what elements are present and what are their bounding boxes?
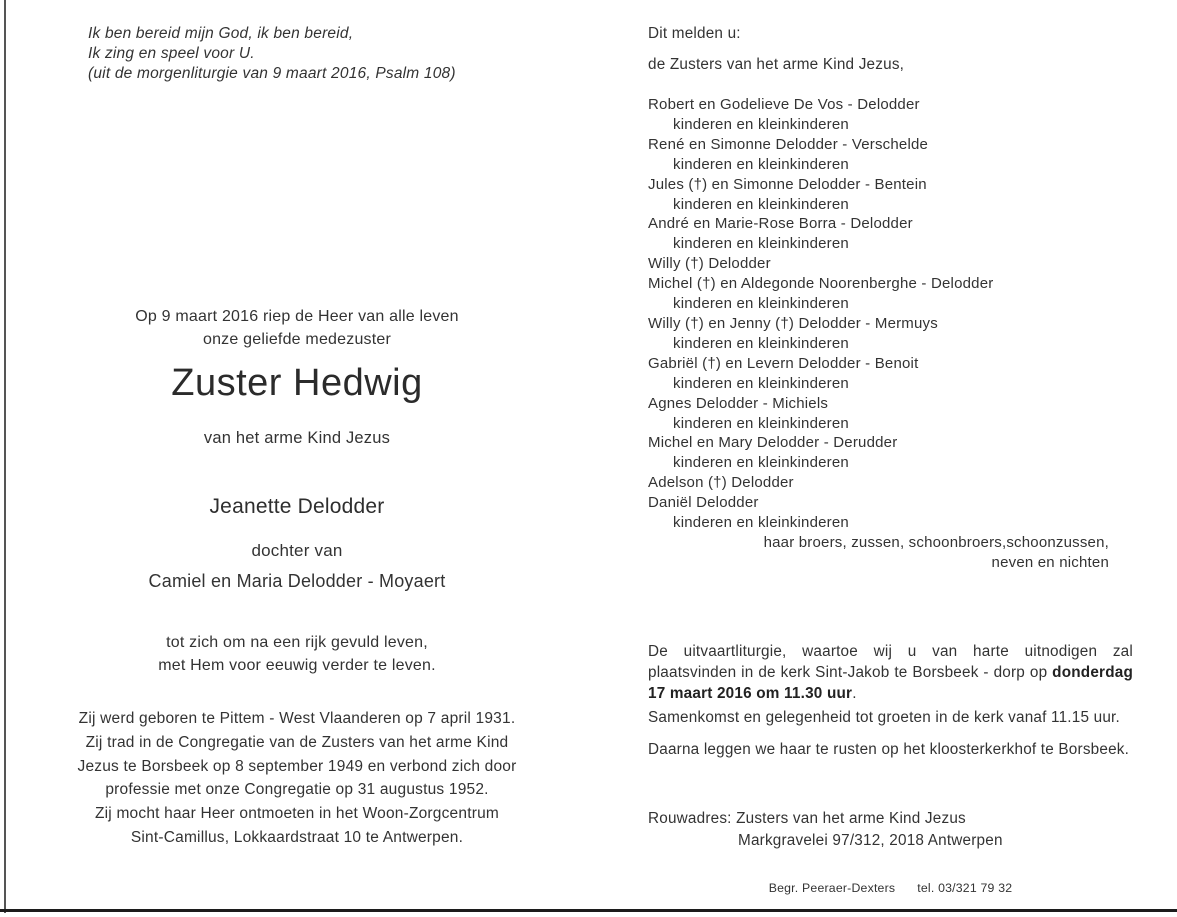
family-member-name: Willy (†) en Jenny (†) Delodder - Mermuys — [648, 314, 938, 332]
service-text: De uitvaartliturgie, waartoe wij u van harte uitnodigen zal plaatsvinden in de kerk Sint-Jakob te Borsbeek - dorp op — [648, 643, 1133, 681]
intro-line: Op 9 maart 2016 riep de Heer van alle leven — [135, 308, 459, 325]
funeral-home-name: Begr. Peeraer-Dexters — [768, 881, 896, 895]
family-member-name: André en Marie-Rose Borra - Delodder — [648, 215, 913, 233]
quote-line: Ik zing en speel voor U. — [88, 45, 255, 62]
family-list — [648, 95, 1122, 573]
passing-text — [58, 631, 536, 677]
announce-header: Dit melden u: — [648, 25, 741, 42]
family-member-name: Adelson (†) Delodder — [648, 474, 794, 492]
family-member-children: kinderen en kleinkinderen — [673, 454, 849, 472]
page-bottom-edge-line — [0, 909, 1177, 912]
opening-quote — [88, 24, 456, 84]
family-member-children: kinderen en kleinkinderen — [673, 374, 849, 392]
relatives-line: haar broers, zussen, schoonbroers,schoonzussen, — [763, 533, 1109, 551]
family-member-children: kinderen en kleinkinderen — [673, 195, 849, 213]
family-member-name: Jules (†) en Simonne Delodder - Bentein — [648, 175, 927, 193]
mourning-address-line1: Rouwadres: Zusters van het arme Kind Jezus — [648, 810, 966, 827]
burial-paragraph: Daarna leggen we haar te rusten op het kloosterkerkhof te Borsbeek. — [648, 741, 1130, 758]
bio-line: Zij trad in de Congregatie van de Zusters van het arme Kind — [85, 733, 509, 751]
family-member-children: kinderen en kleinkinderen — [673, 295, 849, 313]
page-title: Zuster Hedwig — [171, 362, 423, 404]
family-member-name: René en Simonne Delodder - Verschelde — [648, 135, 929, 153]
service-datetime: donderdag 17 maart 2016 om 11.30 uur — [648, 664, 1133, 702]
family-member-name: Michel (†) en Aldegonde Noorenberghe - Delodder — [648, 275, 994, 293]
parents-names: Camiel en Maria Delodder - Moyaert — [148, 571, 446, 591]
page-left-edge-line — [4, 0, 6, 913]
deceased-name: Jeanette Delodder — [209, 495, 385, 518]
bio-line: Sint-Camillus, Lokkaardstraat 10 te Antwerpen. — [130, 828, 464, 846]
funeral-home-phone: tel. 03/321 79 32 — [917, 881, 1013, 895]
daughter-of-label: dochter van — [251, 541, 343, 560]
family-member-name: Agnes Delodder - Michiels — [648, 394, 829, 412]
relatives-line: neven en nichten — [991, 553, 1109, 571]
family-member-children: kinderen en kleinkinderen — [673, 414, 849, 432]
mourning-address-line2: Markgravelei 97/312, 2018 Antwerpen — [738, 832, 1003, 849]
family-member-children: kinderen en kleinkinderen — [673, 235, 849, 253]
congregation-subtitle: van het arme Kind Jezus — [203, 429, 391, 447]
intro-line: onze geliefde medezuster — [202, 331, 392, 348]
family-member-name: Gabriël (†) en Levern Delodder - Benoit — [648, 354, 919, 372]
family-member-children: kinderen en kleinkinderen — [673, 115, 849, 133]
bio-line: Zij werd geboren te Pittem - West Vlaanderen op 7 april 1931. — [78, 710, 516, 727]
passing-line: met Hem voor eeuwig verder te leven. — [158, 657, 436, 674]
bio-line: Jezus te Borsbeek op 8 september 1949 en verbond zich door — [77, 757, 517, 775]
funeral-home-footer — [648, 881, 1133, 895]
announcement-intro — [58, 305, 536, 351]
announce-by: de Zusters van het arme Kind Jezus, — [648, 56, 905, 73]
quote-line: Ik ben bereid mijn God, ik ben bereid, — [88, 25, 354, 42]
family-member-children: kinderen en kleinkinderen — [673, 514, 849, 532]
biography — [58, 707, 536, 850]
family-member-children: kinderen en kleinkinderen — [673, 334, 849, 352]
funeral-service-paragraph — [648, 641, 1133, 704]
quote-source: (uit de morgenliturgie van 9 maart 2016, Psalm 108) — [88, 65, 456, 82]
bio-line: Zij mocht haar Heer ontmoeten in het Woon-Zorgcentrum — [94, 805, 500, 823]
passing-line: tot zich om na een rijk gevuld leven, — [166, 634, 428, 651]
service-text-end: . — [852, 685, 857, 702]
family-member-name: Michel en Mary Delodder - Derudder — [648, 434, 898, 452]
family-member-children: kinderen en kleinkinderen — [673, 155, 849, 173]
family-member-name: Robert en Godelieve De Vos - Delodder — [648, 96, 920, 113]
gathering-paragraph: Samenkomst en gelegenheid tot groeten in de kerk vanaf 11.15 uur. — [648, 709, 1120, 726]
bio-line: professie met onze Congregatie op 31 augustus 1952. — [105, 781, 489, 799]
family-member-name: Daniël Delodder — [648, 494, 759, 512]
family-member-name: Willy (†) Delodder — [648, 255, 771, 273]
